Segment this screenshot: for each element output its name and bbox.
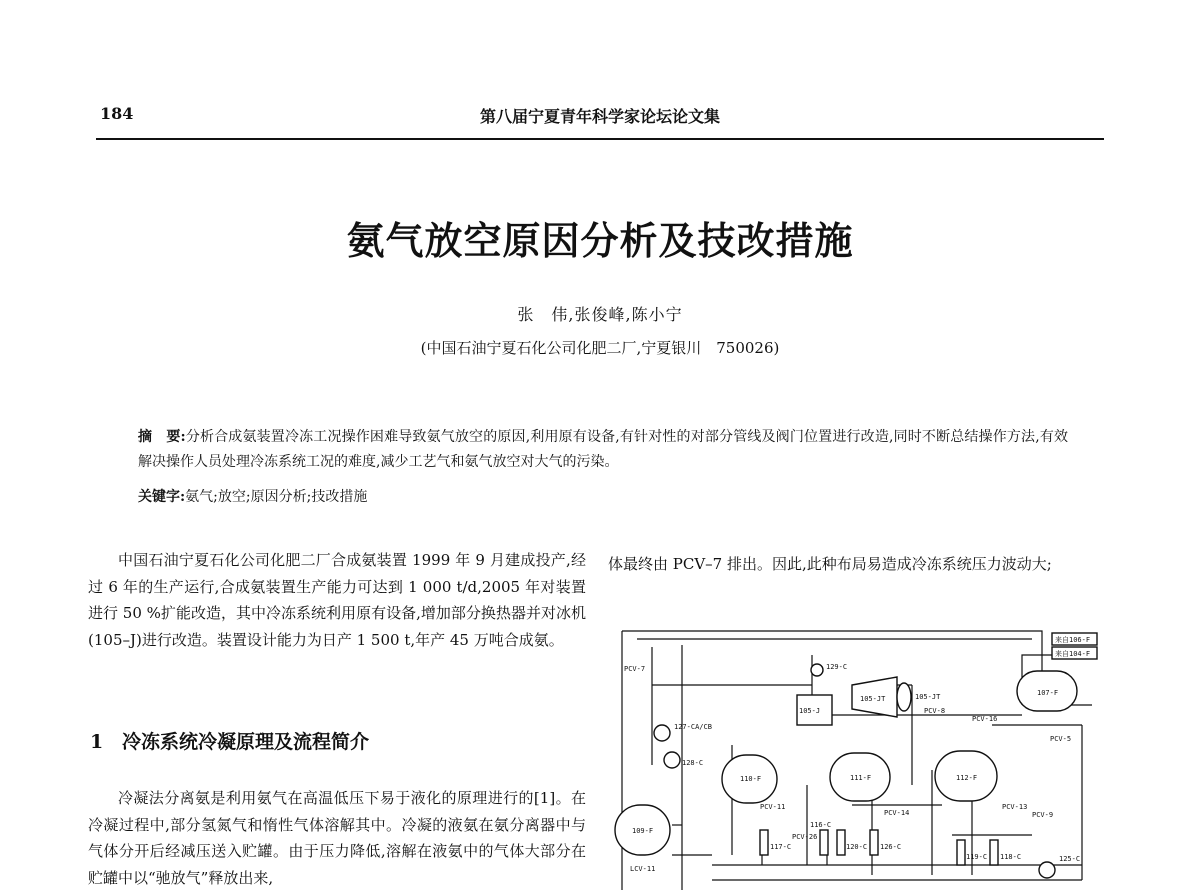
- section-number: 1: [90, 731, 104, 753]
- exch-126c: [870, 830, 878, 855]
- label-pcv11: PCV-11: [760, 803, 786, 811]
- paper-title: 氨气放空原因分析及技改措施: [346, 218, 854, 263]
- label-119c: 119-C: [966, 853, 988, 861]
- label-127c: 127-CA/CB: [674, 723, 712, 731]
- label-105jt: 105-JT: [860, 695, 886, 703]
- label-pcv8: PCV-8: [924, 707, 946, 715]
- authors: 张 伟,张俊峰,陈小宁: [517, 305, 683, 324]
- section-body: [88, 785, 586, 891]
- right-column: [608, 551, 1104, 578]
- exch-119c: [957, 840, 965, 865]
- label-turbine: 105-JT: [915, 693, 941, 701]
- page-number: 184: [100, 104, 134, 123]
- section-title: 冷冻系统冷凝原理及流程简介: [122, 731, 370, 753]
- label-117c: 117-C: [770, 843, 792, 851]
- label-110f: 110-F: [740, 775, 762, 783]
- exchanger-128: [664, 752, 680, 768]
- right-paragraph: 体最终由 PCV–7 排出。因此,此种布局易造成冷冻系统压力波动大;: [608, 555, 1052, 573]
- exchanger-125: [1039, 862, 1055, 878]
- label-source-1: 来自106-F: [1055, 636, 1091, 644]
- exch-118c: [990, 840, 998, 865]
- exchanger-127: [654, 725, 670, 741]
- label-112f: 112-F: [956, 774, 978, 782]
- label-lcv11: LCV-11: [630, 865, 656, 873]
- intro-paragraph: 中国石油宁夏石化公司化肥二厂合成氨装置 1999 年 9 月建成投产,经过 6 年的生产运行,合成氨装置生产能力可达到 1 000 t/d,2005 年对装置进行 50 %扩能改造，其中冷冻系统利用原有设备,增加部分换热器并对冰机(105–J)进行改造。装置设计能力为日产 1 500 t,年产 45 万吨合成氨。: [88, 551, 586, 649]
- section-paragraph: 冷凝法分离氨是利用氨气在高温低压下易于液化的原理进行的[1]。在冷凝过程中,部分氢氮气和惰性气体溶解其中。冷凝的液氨在氨分离器中与气体分开后经减压送入贮罐。由于压力降低,溶解在液氨中的气体大部分在贮罐中以“驰放气”释放出来,: [88, 789, 586, 887]
- intro-column: [88, 547, 586, 653]
- label-128c: 128-C: [682, 759, 704, 767]
- flow-diagram-svg: [612, 625, 1100, 890]
- label-pcv16: PCV-16: [972, 715, 998, 723]
- exch-116c: [820, 830, 828, 855]
- keywords-text: 氨气;放空;原因分析;技改措施: [185, 489, 368, 505]
- label-120c: 120-C: [846, 843, 868, 851]
- label-111f: 111-F: [850, 774, 872, 782]
- label-pcv7: PCV-7: [624, 665, 646, 673]
- label-pcv13: PCV-13: [1002, 803, 1028, 811]
- label-source-2: 来自104-F: [1055, 650, 1091, 658]
- abstract: [138, 425, 1068, 474]
- label-107f: 107-F: [1037, 689, 1059, 697]
- label-129c: 129-C: [826, 663, 848, 671]
- label-126c: 126-C: [880, 843, 902, 851]
- abstract-label: 摘 要:: [138, 429, 186, 445]
- label-pcv5: PCV-5: [1050, 735, 1072, 743]
- label-pcv26: PCV-26: [792, 833, 818, 841]
- exchanger-129: [811, 664, 823, 676]
- label-pcv9: PCV-9: [1032, 811, 1054, 819]
- abstract-text: 分析合成氨装置冷冻工况操作困难导致氨气放空的原因,利用原有设备,有针对性的对部分管线及阀门位置进行改造,同时不断总结操作方法,有效解决操作人员处理冷冻系统工况的难度,减少工艺气和氨气放空对大气的污染。: [138, 429, 1068, 470]
- label-109f: 109-F: [632, 827, 654, 835]
- running-head: 第八届宁夏青年科学家论坛论文集: [479, 107, 720, 126]
- exch-117c: [760, 830, 768, 855]
- vessels: [615, 633, 1097, 878]
- affiliation: (中国石油宁夏石化公司化肥二厂,宁夏银川 750026): [420, 339, 780, 357]
- label-105j: 105-J: [799, 707, 821, 715]
- turbine-casing: [897, 683, 911, 711]
- process-flow-diagram: [612, 625, 1100, 890]
- header-rule: [96, 138, 1104, 140]
- label-pcv14: PCV-14: [884, 809, 910, 817]
- keywords-label: 关键字:: [138, 489, 186, 505]
- section-heading: [90, 727, 369, 754]
- keywords: [138, 485, 1068, 509]
- label-116c: 116-C: [810, 821, 832, 829]
- label-125c: 125-C: [1059, 855, 1081, 863]
- exch-120c: [837, 830, 845, 855]
- label-118c: 118-C: [1000, 853, 1022, 861]
